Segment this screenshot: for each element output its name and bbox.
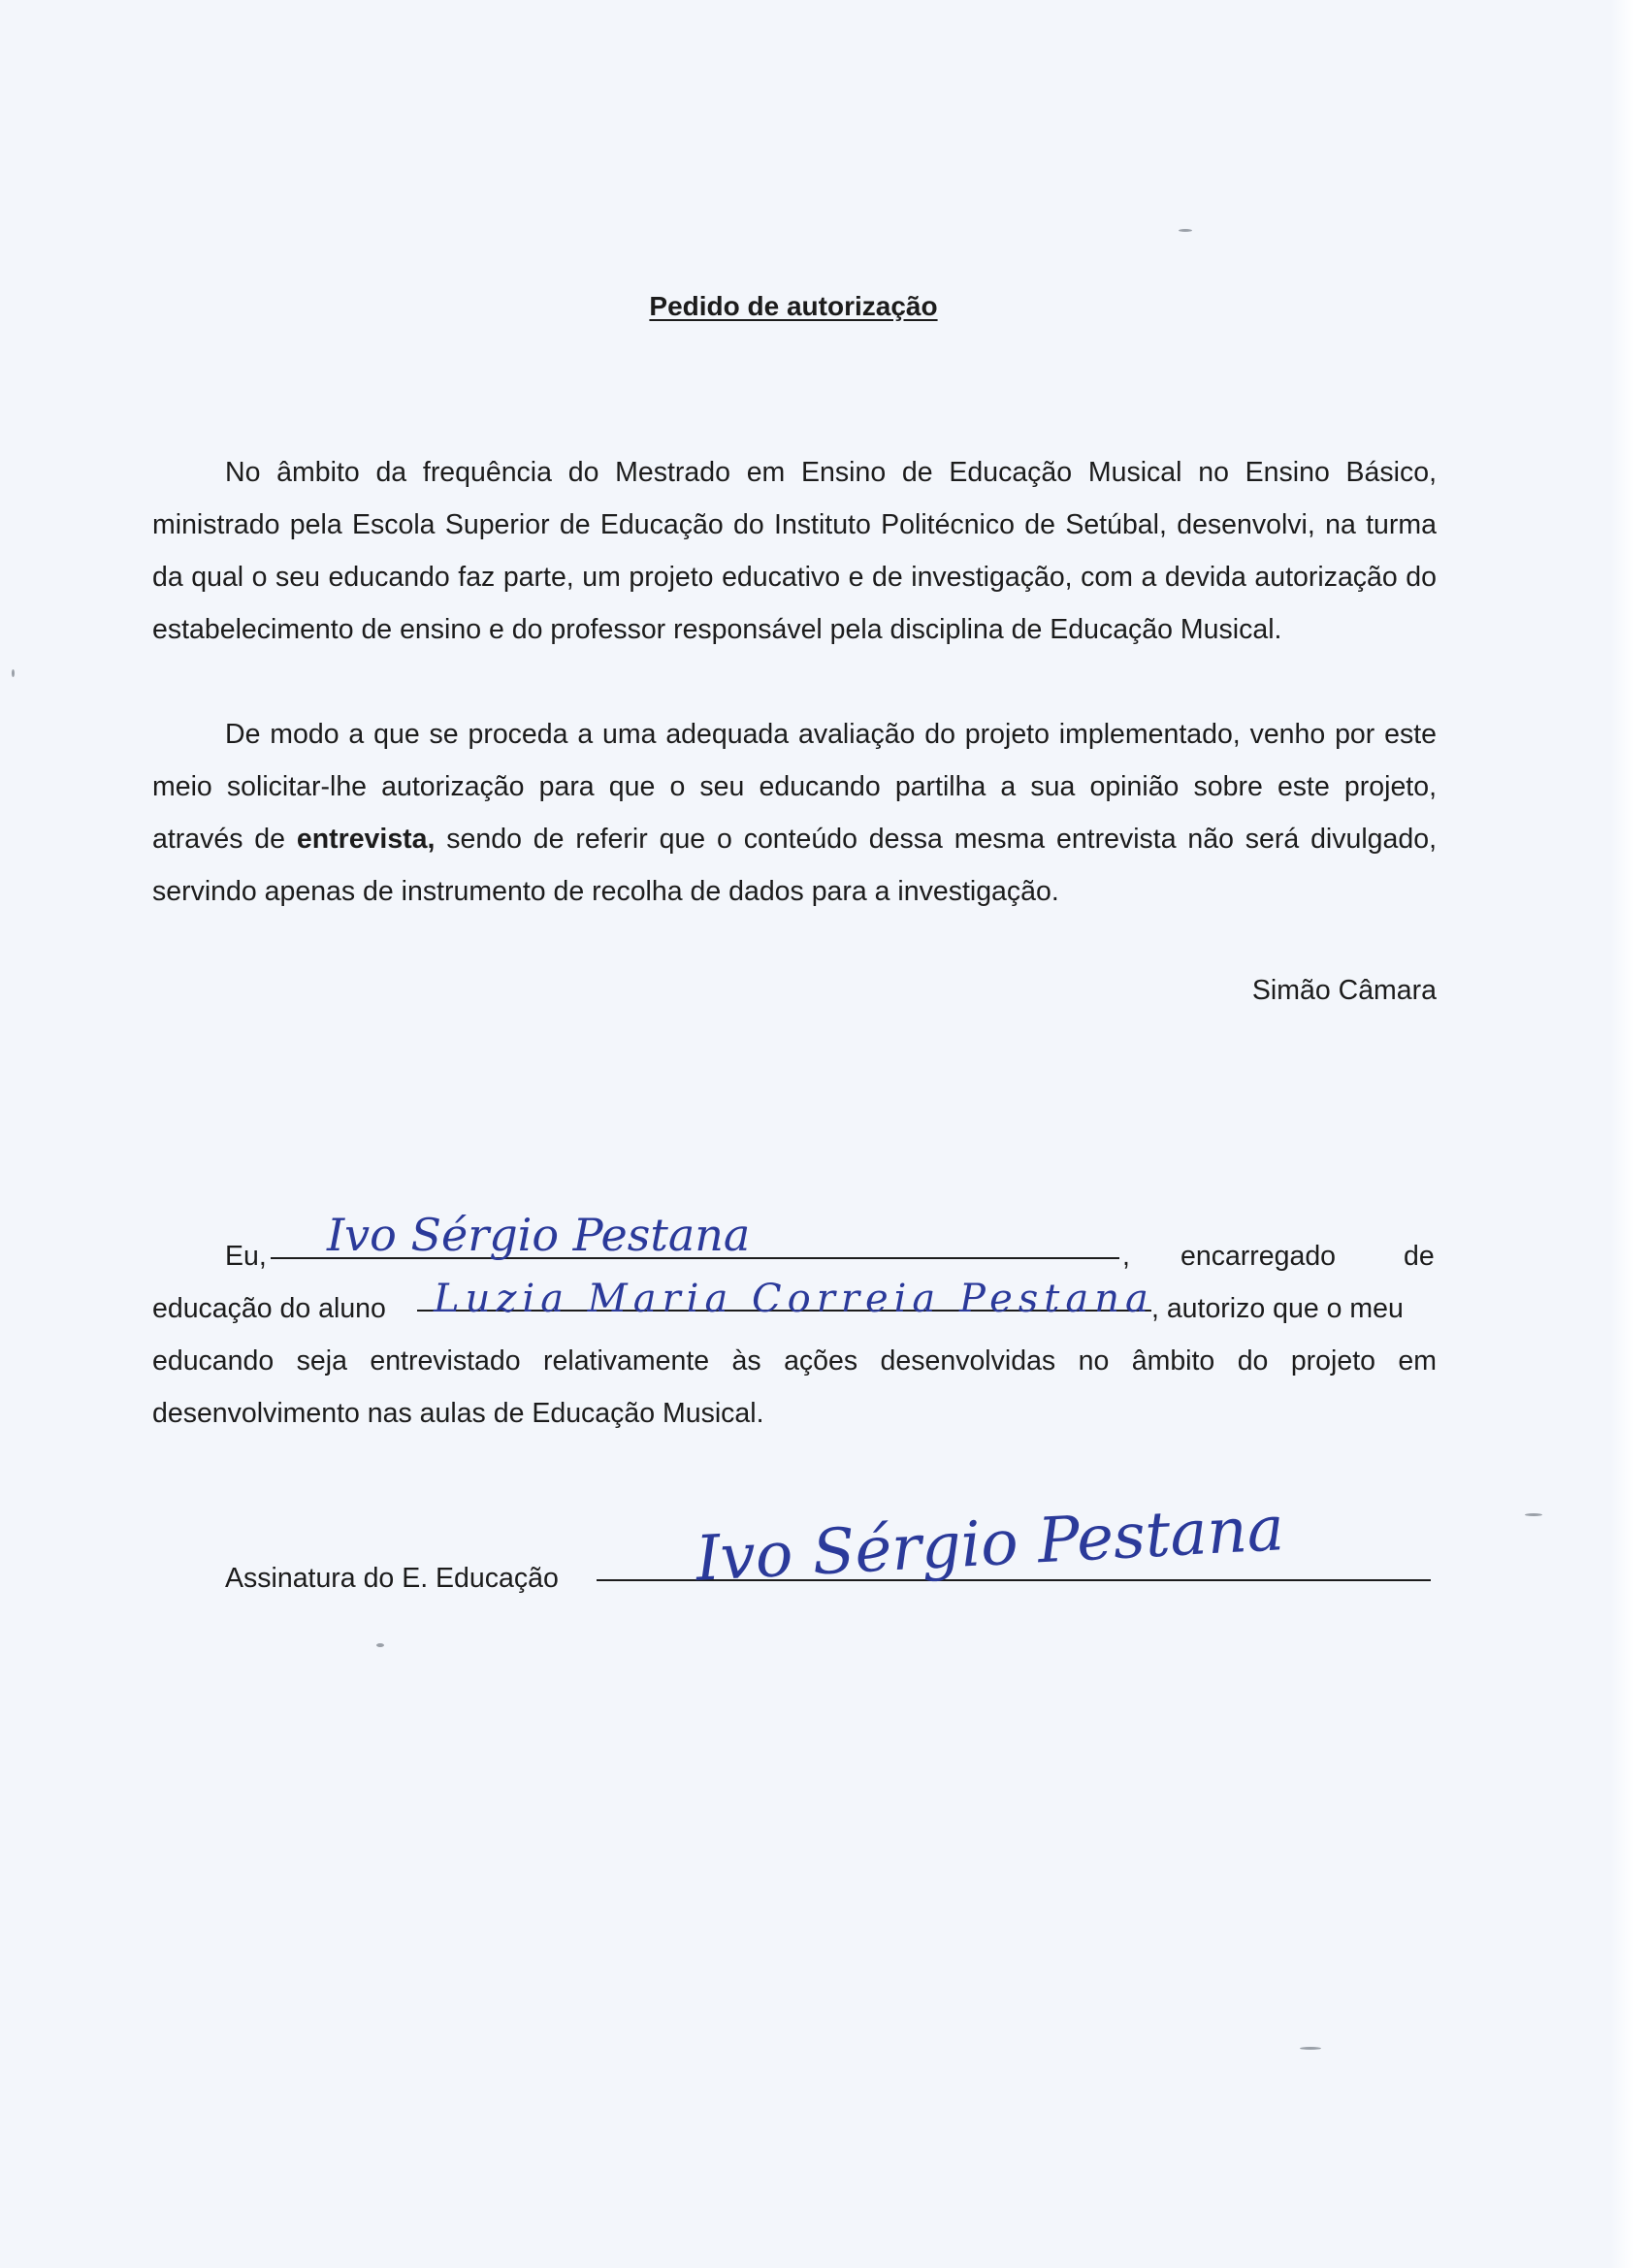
eu-label: Eu,: [225, 1241, 267, 1272]
consent-row-4: desenvolvimento nas aulas de Educação Musical.: [152, 1398, 764, 1429]
guardian-name-handwriting: Ivo Sérgio Pestana: [327, 1209, 751, 1261]
paragraph-request-bold: entrevista,: [296, 824, 436, 855]
name-comma: ,: [1122, 1241, 1130, 1272]
consent-row-3: educando seja entrevistado relativamente às ações desenvolvidas no âmbito do projeto em: [152, 1345, 1437, 1377]
aluno-label: educação do aluno: [152, 1293, 386, 1324]
page-edge: [1610, 0, 1649, 2268]
paragraph-context: No âmbito da frequência do Mestrado em Ensino de Educação Musical no Ensino Básico, ministrado pela Escola Superior de Educação do Instituto Politécnico de Setúbal, desenvolvi, na turma da qual o seu educando faz parte, um projeto educativo e de investigação, com a devida autorização do estabelecimento de ensino e do professor responsável pela disciplina de Educação Musical.: [152, 457, 1437, 645]
signature-block: [152, 1493, 1437, 1630]
author-name: Simão Câmara: [1251, 975, 1437, 1006]
scan-speck: [12, 669, 15, 677]
paragraph-request-text-1: De modo a que se proceda a uma adequada avaliação do projeto implementado, venho por este meio solicitar-lhe autorização para que o seu educando partilha a sua opinião sobre este projeto, através de: [152, 719, 1437, 855]
scan-speck: [1525, 1513, 1542, 1516]
paragraph-request-text-2: sendo de referir que o conteúdo dessa mesma entrevista não será divulgado, servindo apenas de instrumento de recolha de dados para a investigação.: [152, 824, 1438, 907]
guardian-signature: Ivo Sérgio Pestana: [694, 1493, 1286, 1596]
autorizo-label: , autorizo que o meu: [1151, 1293, 1404, 1324]
student-name-handwriting: Luzia Maria Correia Pestana: [434, 1277, 1154, 1321]
de-label: de: [1404, 1241, 1435, 1272]
paragraph-request: [152, 708, 1437, 918]
signature-label: Assinatura do E. Educação: [225, 1563, 559, 1594]
document-title: Pedido de autorização: [649, 291, 938, 321]
consent-row-2: [152, 1277, 1437, 1335]
encarregado-label: encarregado: [1180, 1241, 1337, 1272]
scan-speck: [1179, 229, 1192, 232]
scan-speck: [376, 1643, 384, 1647]
scan-speck: [1300, 2047, 1321, 2050]
